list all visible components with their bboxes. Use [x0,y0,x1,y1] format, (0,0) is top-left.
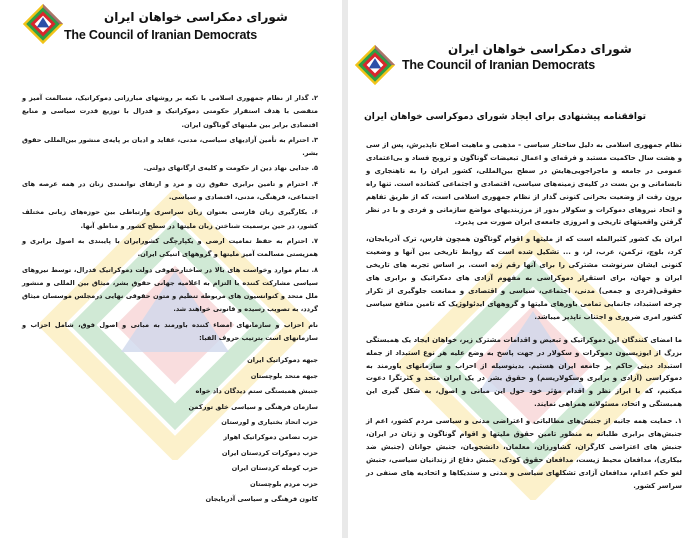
paragraph: ایران یک کشور کثیرالمله است که از ملیتها و اقوام گوناگون همچون فارس، ترک آذربایجان، کرد، بلوچ، ترکمن، عرب، لر، و ... تشکیل شده است که روابط تاریخی بین آنها و وضعیت کنونی ایشان سرنوشت مشترکی را برای آنها رقم زده است. بر اساس تجربه های تاریخی ایران و جهان، برای استقرار دموکراسی به مفهوم آزادی های دمکراتیک و برابری های حقوقی(فردی و جمعی) مدنی، اجتماعی، سیاسی و اقتصادی و ممانعت جلوگیری از تکرار چرخه استبداد، جانمایی تمامی باورهای ملیتها و گروههای ایدئولوژیک که تامین منافع سیاسی کشور امری ضروری و اجتناب ناپذیر میباشد. [366,235,682,321]
document-title: توافقنامه پیشنهادی برای ایجاد شورای دموکراسی خواهان ایران [364,112,646,122]
paragraph: ۴. احترام و تامین برابری حقوق زن و مرد و ارتقای توانمندی زنان در همه عرصه های اجتماعی، فرهنگی، مدنی، اقتصادی و سیاسی. [22,179,318,202]
paragraph: ۳. احترام به تأمین آزادیهای سیاسی، مدنی، عقاید و ادیان بر پایه‌ی منشور بین‌المللی حقوق بشر. [22,135,318,158]
left-page-body [22,92,318,507]
paragraph: ۲. گذار از نظام جمهوری اسلامی با تکیه بر روشهای مبارزاتی دموکراتیک، مسالمت آمیز و متقضی با هدف استقرار حکومتی دموکراتیک و فدرال با توزیع قدرت سیاسی و منابع اقتصادی برابر بین ملیتهای گوناگون ایران. [22,94,318,129]
list-item: حزب دموکرات کردستان ایران [221,448,318,457]
document-page-left [0,0,342,538]
council-name-persian: شورای دمکراسی خواهان ایران [104,10,288,24]
paragraph: ما امضای کنندگان این دموکراتیک و تبعیض و اقدامات مشترک زیر، خواهان ایجاد یک همبستگی بزرگ از ایوزیسیون دموکرات و سکولار در جهت پاسخ به وضع علیه هر نوع استبداد از جمله استبداد دینی حاکم بر جامعه ایران هستیم. بدینوسیله از احزاب و سازمانهای باورمند به دموکراسی (آزادی و برابری وسکولاریسم) و حقوق بشر در یک ایران متحد و کثرتگرا دعوت میکنیم، که با ابراز نظر و اقدام مؤثر خود حول این مبانی و اصول، به شکل گیری این همبستگی و اتحاد، مسئولانه همراهی نمایند. [366,335,682,409]
council-name-english: The Council of Iranian Democrats [64,28,257,42]
list-item: جبهه دموکراتیک ایران [247,356,318,365]
council-logo [354,44,396,86]
council-name-english: The Council of Iranian Democrats [402,58,595,72]
list-item: جبهه متحد بلوچستان [250,371,318,380]
paragraph: ۷. احترام به حفظ تمامیت ارضی و یکپارچگی کشورایران با پایبندی به اصول برابری و همزیستی مسالمت آمیز ملیتها و گروههای اتنیکی ایران. [22,236,318,259]
list-item: کانون فرهنگی و سیاسی آذربایجان [205,495,318,503]
signatory-organizations-list [22,353,318,507]
council-logo [22,3,64,45]
list-item: حزب تضامن دموکراتیک اهواز [223,433,318,442]
list-item: جنبش همبستگی ستم دیدگان داد خواه [195,387,318,396]
paragraph: ۵. جدایی نهاد دین از حکومت و کلیه‌ی ارگانهای دولتی. [143,164,318,173]
page-header [0,0,342,70]
paragraph: ۱. حمایت همه جانبه از جنبش‌های مطالباتی و اعتراضی مدنی و سیاسی مردم کشور، اعم از جنبش‌های برابری طلبانه به منظور تامین حقوق ملیتها و اقوام گوناگون و زنان در ایران، جنبش های اعتراضی کارگران، کشاورزان، معلمان، دانشجویان، جنبش جوانان (جنبش ضد بیکاری)، مدافعان محیط زیست، مدافعان حقوق کودک، جنبش دفاع از زندانیان سیاسی، جنبش لغو حکم اعدام، مدافعان آزادی تشکلهای سیاسی و مدنی و سندیکاها و اتحادیه های صنفی در سراسر کشور. [366,417,682,490]
paragraph: ۶. بکارگیری زبان فارسی بعنوان زبان سراسری وارتباطی بین حوزه‌های زبانی مختلف کشور، در حین برسمیت شناختن زبان ملیتها در سطح کشور و مناطق آنها. [22,208,318,230]
list-item: سازمان فرهنگی و سیاسی خلق تورکمن [188,402,318,411]
list-item: حزب مردم بلوچستان [249,479,318,488]
paragraph: نام احزاب و سازمانهای امضاء کننده باورمند به مبانی و اصول فوق، شامل احزاب و سازمانهای است بترتیب حروف الفبا: [22,320,318,343]
right-page-body [366,139,682,497]
paragraph: ۸. تمام موارد وخواست های بالا در ساختارحقوقی دولت دموکراتیک فدرال، توسط نیروهای سیاسی مشارکت کننده با التزام به اعلامیه جهانی حقوق بشر، میثاق بین المللی و منشور ملل متحد و کنوانسیون های مربوطه تنظیم و متون حقوقی نهایی درمجلس موسسان میثاق گردد، به تصویب رسیده و قانونی خواهند شد. [22,265,318,314]
document-page-right [348,0,696,538]
council-name-persian: شورای دمکراسی خواهان ایران [448,42,632,56]
list-item: حزب کومله کردستان ایران [231,464,318,473]
list-item: حزب اتحاد بختیاری و لورستان [221,417,318,426]
page-header [348,0,696,70]
paragraph: نظام جمهوری اسلامی به دلیل ساختار سیاسی - مذهبی و ماهیت اصلاح ناپذیرش، پس از سی و هشت سال حاکمیت مستبد و فرقه‌ای و اعمال تبعیضات گوناگون و ترویج فساد و بی‌اعتمادی عمومی در جامعه و ماجراجویی‌هایش در سطح بین‌المللی، کشور ایران را به ناهنجاری و نابسامانی و بن بست در کلیه‌ی زمینه‌های سیاسی، اقتصادی و اجتماعی کشانده است. تنها راه برون رفت از وضعیت بحرانی کنونی گذار از نظام جمهوری اسلامی است، که از طریق تفاهم و اتحاد نیروهای دموکرات و سکولار بدور از مرزبندیهای مواضع سازمانی و فردی و با در نظر گرفتن واقعیتهای تاریخی و امروزی جامعه‌ی ایران صورت می پذیرد. [366,141,682,227]
